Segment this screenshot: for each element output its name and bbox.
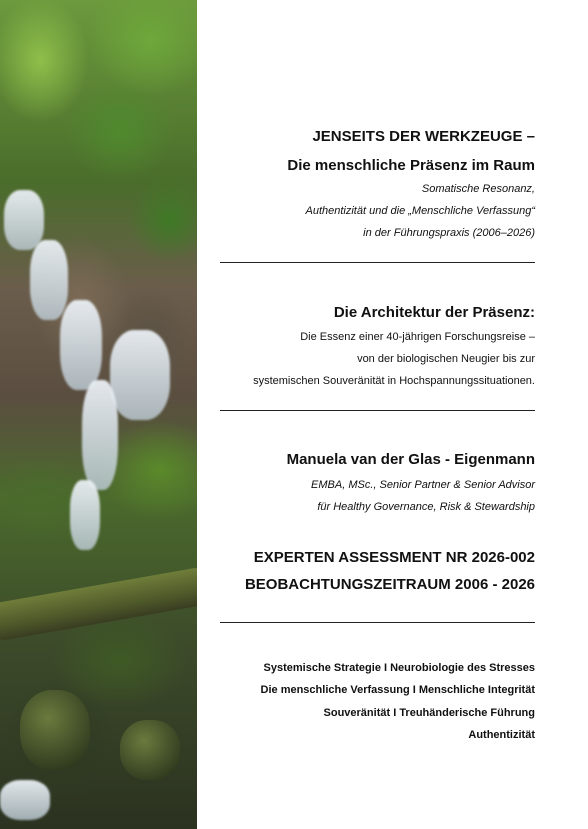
cover-text-column: [220, 0, 535, 829]
cover-photo-waterfall: [0, 0, 197, 829]
author-role: für Healthy Governance, Risk & Stewardship: [317, 501, 535, 513]
subtitle-line: Somatische Resonanz,: [421, 183, 535, 195]
keyword-line: Authentizität: [468, 729, 535, 741]
subtitle-line: in der Führungspraxis (2006–2026): [363, 227, 535, 239]
waterfall-stream: [30, 240, 68, 320]
keyword-line: Souveränität I Treuhänderische Führung: [323, 707, 535, 719]
author-credentials: EMBA, MSc., Senior Partner & Senior Advisor: [311, 479, 535, 491]
assessment-number: EXPERTEN ASSESSMENT NR 2026-002: [253, 549, 535, 566]
divider: [220, 622, 535, 623]
fallen-log: [0, 566, 197, 642]
author-name: Manuela van der Glas - Eigenmann: [286, 451, 535, 468]
section-text-line: von der biologischen Neugier bis zur: [357, 353, 535, 365]
divider: [220, 262, 535, 263]
waterfall-stream: [110, 330, 170, 420]
mossy-rock: [120, 720, 180, 780]
divider: [220, 410, 535, 411]
waterfall-stream: [82, 380, 118, 490]
keyword-line: Die menschliche Verfassung I Menschliche Integrität: [260, 684, 535, 696]
waterfall-stream: [70, 480, 100, 550]
section-text-line: systemischen Souveränität in Hochspannungssituationen.: [253, 375, 535, 387]
section-heading: Die Architektur der Präsenz:: [333, 304, 535, 321]
title-line-2: Die menschliche Präsenz im Raum: [287, 157, 535, 174]
keyword-line: Systemische Strategie I Neurobiologie des Stresses: [263, 662, 535, 674]
subtitle-line: Authentizität und die „Menschliche Verfassung“: [305, 205, 535, 217]
waterfall-stream: [60, 300, 102, 390]
waterfall-stream: [0, 780, 50, 820]
observation-period: BEOBACHTUNGSZEITRAUM 2006 - 2026: [244, 576, 535, 593]
title-line-1: JENSEITS DER WERKZEUGE –: [312, 128, 535, 145]
section-text-line: Die Essenz einer 40-jährigen Forschungsreise –: [300, 331, 535, 343]
waterfall-stream: [4, 190, 44, 250]
mossy-rock: [20, 690, 90, 770]
